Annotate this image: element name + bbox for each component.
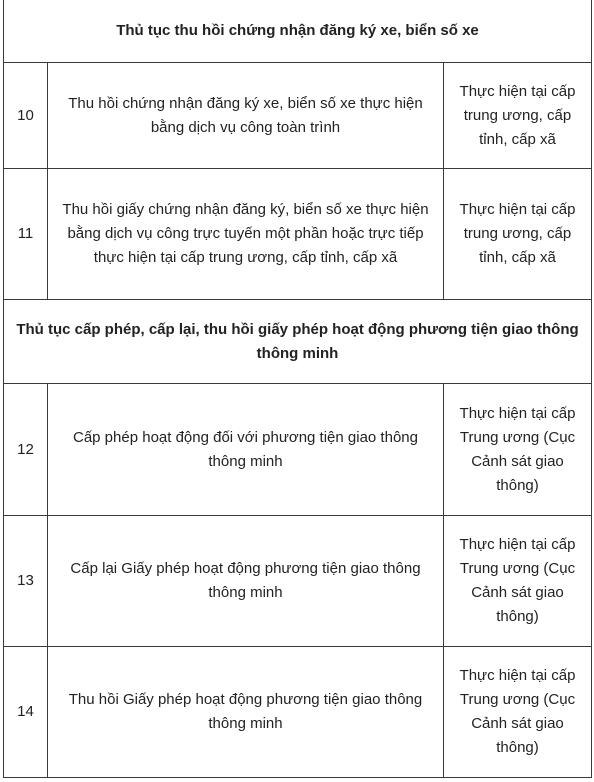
- row-number: 11: [4, 169, 48, 300]
- procedure-name: Thu hồi giấy chứng nhận đăng ký, biển số xe thực hiện bằng dịch vụ công trực tuyến một phần hoặc trực tiếp thực hiện tại cấp trung ương, cấp tỉnh, cấp xã: [48, 169, 444, 300]
- procedure-name: Cấp phép hoạt động đối với phương tiện giao thông thông minh: [48, 384, 444, 516]
- procedure-table: [3, 0, 592, 778]
- section-header-row: [4, 0, 592, 63]
- section-title-smart-vehicle-license: Thủ tục cấp phép, cấp lại, thu hồi giấy phép hoạt động phương tiện giao thông thông minh: [4, 300, 592, 384]
- row-number: 12: [4, 384, 48, 516]
- implementation-level: Thực hiện tại cấp Trung ương (Cục Cảnh sát giao thông): [444, 384, 592, 516]
- table-row: [4, 647, 592, 778]
- implementation-level: Thực hiện tại cấp Trung ương (Cục Cảnh sát giao thông): [444, 647, 592, 778]
- row-number: 10: [4, 63, 48, 169]
- procedure-name: Thu hồi Giấy phép hoạt động phương tiện giao thông thông minh: [48, 647, 444, 778]
- table-row: [4, 516, 592, 647]
- row-number: 14: [4, 647, 48, 778]
- section-header-row: [4, 300, 592, 384]
- table-row: [4, 63, 592, 169]
- procedure-name: Thu hồi chứng nhận đăng ký xe, biển số xe thực hiện bằng dịch vụ công toàn trình: [48, 63, 444, 169]
- row-number: 13: [4, 516, 48, 647]
- procedure-name: Cấp lại Giấy phép hoạt động phương tiện giao thông thông minh: [48, 516, 444, 647]
- implementation-level: Thực hiện tại cấp Trung ương (Cục Cảnh sát giao thông): [444, 516, 592, 647]
- table-row: [4, 384, 592, 516]
- implementation-level: Thực hiện tại cấp trung ương, cấp tỉnh, cấp xã: [444, 63, 592, 169]
- section-title-revocation-registration: Thủ tục thu hồi chứng nhận đăng ký xe, biển số xe: [4, 0, 592, 63]
- implementation-level: Thực hiện tại cấp trung ương, cấp tỉnh, cấp xã: [444, 169, 592, 300]
- table-row: [4, 169, 592, 300]
